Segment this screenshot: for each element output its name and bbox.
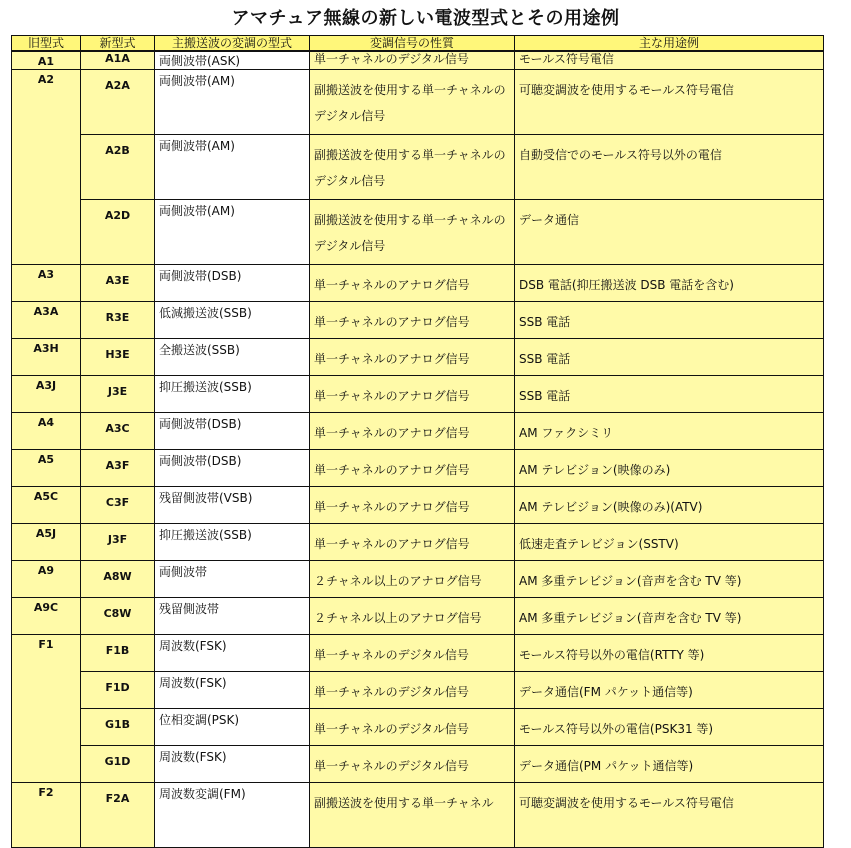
old-type-cell: A4 <box>12 413 81 450</box>
old-type-cell: A3A <box>12 302 81 339</box>
table-row <box>12 200 824 265</box>
table-body <box>12 51 824 848</box>
signal-nature-cell: 単一チャネルのデジタル信号 <box>310 635 515 672</box>
header-new-type: 新型式 <box>81 36 155 52</box>
modulation-cell: 残留側波帯 <box>155 598 310 635</box>
table-row <box>12 524 824 561</box>
usage-cell: SSB 電話 <box>515 376 824 413</box>
usage-cell: AM 多重テレビジョン(音声を含む TV 等) <box>515 561 824 598</box>
table-row <box>12 598 824 635</box>
usage-cell: 可聴変調波を使用するモールス符号電信 <box>515 783 824 848</box>
table-row <box>12 265 824 302</box>
old-type-cell: A9 <box>12 561 81 598</box>
new-type-cell: C8W <box>81 598 155 635</box>
old-type-cell: A9C <box>12 598 81 635</box>
old-type-cell: A3H <box>12 339 81 376</box>
old-type-cell: A5C <box>12 487 81 524</box>
new-type-cell: J3F <box>81 524 155 561</box>
usage-cell: 自動受信でのモールス符号以外の電信 <box>515 135 824 200</box>
signal-nature-cell: 単一チャネルのアナログ信号 <box>310 302 515 339</box>
table-row <box>12 561 824 598</box>
modulation-cell: 両側波帯(DSB) <box>155 413 310 450</box>
modulation-cell: 両側波帯(AM) <box>155 135 310 200</box>
usage-cell: 可聴変調波を使用するモールス符号電信 <box>515 70 824 135</box>
usage-cell: モールス符号以外の電信(PSK31 等) <box>515 709 824 746</box>
signal-nature-cell: 副搬送波を使用する単一チャネルのデジタル信号 <box>310 200 515 265</box>
signal-nature-cell: 単一チャネルのアナログ信号 <box>310 450 515 487</box>
signal-nature-cell: 単一チャネルのアナログ信号 <box>310 524 515 561</box>
old-type-cell: F2 <box>12 783 81 848</box>
old-type-cell: A3J <box>12 376 81 413</box>
table-row <box>12 339 824 376</box>
new-type-cell: A2D <box>81 200 155 265</box>
new-type-cell: A3E <box>81 265 155 302</box>
signal-nature-cell: 副搬送波を使用する単一チャネルのデジタル信号 <box>310 135 515 200</box>
new-type-cell: G1D <box>81 746 155 783</box>
modulation-cell: 低減搬送波(SSB) <box>155 302 310 339</box>
table-row <box>12 302 824 339</box>
new-type-cell: J3E <box>81 376 155 413</box>
new-type-cell: H3E <box>81 339 155 376</box>
usage-cell: データ通信 <box>515 200 824 265</box>
new-type-cell: A8W <box>81 561 155 598</box>
old-type-cell: F1 <box>12 635 81 783</box>
modulation-cell: 周波数変調(FM) <box>155 783 310 848</box>
modulation-cell: 周波数(FSK) <box>155 746 310 783</box>
signal-nature-cell: ２チャネル以上のアナログ信号 <box>310 598 515 635</box>
signal-nature-cell: 単一チャネルのアナログ信号 <box>310 487 515 524</box>
modulation-cell: 周波数(FSK) <box>155 635 310 672</box>
table-row <box>12 51 824 70</box>
modulation-cell: 周波数(FSK) <box>155 672 310 709</box>
old-type-cell: A5J <box>12 524 81 561</box>
signal-nature-cell: 単一チャネルのデジタル信号 <box>310 51 515 70</box>
new-type-cell: F1B <box>81 635 155 672</box>
usage-cell: AM テレビジョン(映像のみ) <box>515 450 824 487</box>
table-row <box>12 709 824 746</box>
modulation-cell: 抑圧搬送波(SSB) <box>155 376 310 413</box>
header-signal-nature: 変調信号の性質 <box>310 36 515 52</box>
signal-nature-cell: 単一チャネルのアナログ信号 <box>310 376 515 413</box>
usage-cell: モールス符号電信 <box>515 51 824 70</box>
modulation-cell: 両側波帯(DSB) <box>155 450 310 487</box>
new-type-cell: A2A <box>81 70 155 135</box>
table-row <box>12 450 824 487</box>
modulation-cell: 両側波帯(DSB) <box>155 265 310 302</box>
signal-nature-cell: 単一チャネルのデジタル信号 <box>310 709 515 746</box>
usage-cell: AM 多重テレビジョン(音声を含む TV 等) <box>515 598 824 635</box>
table-row <box>12 672 824 709</box>
usage-cell: AM テレビジョン(映像のみ)(ATV) <box>515 487 824 524</box>
header-old-type: 旧型式 <box>12 36 81 52</box>
signal-nature-cell: 単一チャネルのアナログ信号 <box>310 413 515 450</box>
signal-nature-cell: 単一チャネルのデジタル信号 <box>310 672 515 709</box>
usage-cell: データ通信(PM パケット通信等) <box>515 746 824 783</box>
new-type-cell: F2A <box>81 783 155 848</box>
old-type-cell: A5 <box>12 450 81 487</box>
old-type-cell: A1 <box>12 51 81 70</box>
usage-cell: 低速走査テレビジョン(SSTV) <box>515 524 824 561</box>
table-row <box>12 746 824 783</box>
modulation-cell: 残留側波帯(VSB) <box>155 487 310 524</box>
table-row <box>12 135 824 200</box>
modulation-cell: 両側波帯(AM) <box>155 200 310 265</box>
usage-cell: データ通信(FM パケット通信等) <box>515 672 824 709</box>
new-type-cell: C3F <box>81 487 155 524</box>
table-row <box>12 376 824 413</box>
new-type-cell: A2B <box>81 135 155 200</box>
old-type-cell: A3 <box>12 265 81 302</box>
table-row <box>12 487 824 524</box>
emission-type-table <box>11 35 824 848</box>
modulation-cell: 全搬送波(SSB) <box>155 339 310 376</box>
header-row <box>12 36 824 52</box>
header-usage: 主な用途例 <box>515 36 824 52</box>
signal-nature-cell: ２チャネル以上のアナログ信号 <box>310 561 515 598</box>
usage-cell: モールス符号以外の電信(RTTY 等) <box>515 635 824 672</box>
new-type-cell: A3F <box>81 450 155 487</box>
old-type-cell: A2 <box>12 70 81 265</box>
signal-nature-cell: 単一チャネルのアナログ信号 <box>310 339 515 376</box>
page-title: アマチュア無線の新しい電波型式とその用途例 <box>231 8 620 29</box>
table-row <box>12 635 824 672</box>
header-modulation: 主搬送波の変調の型式 <box>155 36 310 52</box>
new-type-cell: A3C <box>81 413 155 450</box>
usage-cell: SSB 電話 <box>515 339 824 376</box>
new-type-cell: F1D <box>81 672 155 709</box>
table-row <box>12 70 824 135</box>
usage-cell: SSB 電話 <box>515 302 824 339</box>
table-row <box>12 413 824 450</box>
usage-cell: AM ファクシミリ <box>515 413 824 450</box>
signal-nature-cell: 副搬送波を使用する単一チャネルのデジタル信号 <box>310 70 515 135</box>
new-type-cell: G1B <box>81 709 155 746</box>
modulation-cell: 抑圧搬送波(SSB) <box>155 524 310 561</box>
signal-nature-cell: 単一チャネルのアナログ信号 <box>310 265 515 302</box>
usage-cell: DSB 電話(抑圧搬送波 DSB 電話を含む) <box>515 265 824 302</box>
signal-nature-cell: 単一チャネルのデジタル信号 <box>310 746 515 783</box>
signal-nature-cell: 副搬送波を使用する単一チャネル <box>310 783 515 848</box>
modulation-cell: 両側波帯 <box>155 561 310 598</box>
new-type-cell: R3E <box>81 302 155 339</box>
modulation-cell: 位相変調(PSK) <box>155 709 310 746</box>
modulation-cell: 両側波帯(AM) <box>155 70 310 135</box>
table-row <box>12 783 824 848</box>
modulation-cell: 両側波帯(ASK) <box>155 51 310 70</box>
new-type-cell: A1A <box>81 51 155 70</box>
